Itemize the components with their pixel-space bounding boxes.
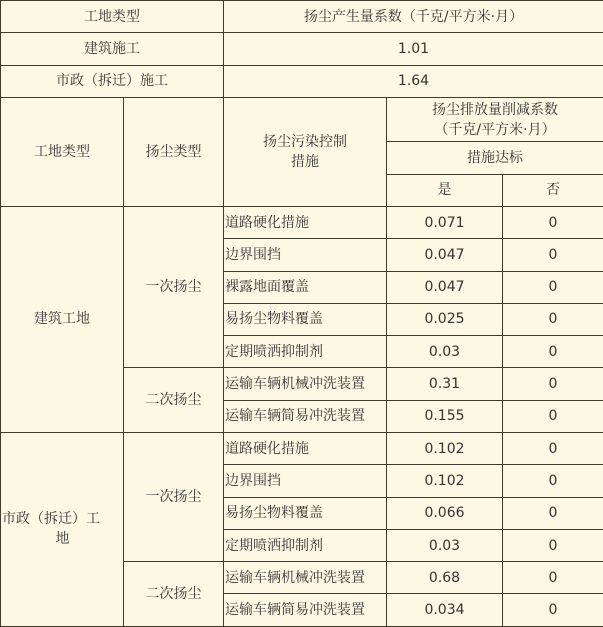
detail-header-site-type: 工地类型 [1, 97, 124, 206]
measure-cell: 边界围挡 [224, 465, 387, 497]
dust-type-cell: 二次扬尘 [124, 368, 224, 433]
site-type-cell [1, 206, 124, 432]
yes-value-cell: 0.03 [387, 529, 503, 561]
no-value-cell: 0 [503, 432, 603, 464]
site-type-line: 建筑工地 [34, 311, 90, 328]
measure-cell: 道路硬化措施 [224, 206, 387, 238]
measure-header-line: 扬尘污染控制 [263, 133, 347, 150]
yes-value-cell: 0.047 [387, 271, 503, 303]
site-type-line: 市政（拆迁）工 [2, 511, 100, 528]
detail-header-dust-type: 扬尘类型 [124, 97, 224, 206]
detail-header-yes: 是 [387, 174, 503, 206]
site-type-cell [1, 432, 124, 626]
measure-cell: 道路硬化措施 [224, 432, 387, 464]
dust-type-cell: 一次扬尘 [124, 206, 224, 367]
summary-site: 市政（拆迁）施工 [1, 65, 224, 97]
no-value-cell: 0 [503, 239, 603, 271]
measure-cell: 运输车辆机械冲洗装置 [224, 562, 387, 594]
no-value-cell: 0 [503, 594, 603, 627]
detail-header-row [1, 97, 603, 141]
measure-cell: 运输车辆简易冲洗装置 [224, 594, 387, 627]
yes-value-cell: 0.071 [387, 206, 503, 238]
summary-header-coefficient: 扬尘产生量系数（千克/平方米·月） [224, 1, 603, 33]
no-value-cell: 0 [503, 465, 603, 497]
yes-value-cell: 0.025 [387, 303, 503, 335]
table-row [1, 206, 603, 238]
measure-header-line: 措施 [291, 153, 319, 170]
measure-cell: 易扬尘物料覆盖 [224, 303, 387, 335]
detail-header-measure [224, 97, 387, 206]
no-value-cell: 0 [503, 206, 603, 238]
reduction-header-line: （千克/平方米·月） [434, 121, 556, 138]
measure-cell: 运输车辆简易冲洗装置 [224, 400, 387, 432]
yes-value-cell: 0.155 [387, 400, 503, 432]
site-type-line: 地 [55, 531, 70, 548]
summary-site: 建筑施工 [1, 33, 224, 65]
detail-header-reduction [387, 97, 603, 141]
no-value-cell: 0 [503, 368, 603, 400]
no-value-cell: 0 [503, 400, 603, 432]
no-value-cell: 0 [503, 497, 603, 529]
no-value-cell: 0 [503, 271, 603, 303]
dust-type-cell: 二次扬尘 [124, 562, 224, 627]
measure-cell: 边界围挡 [224, 239, 387, 271]
summary-row [1, 65, 603, 97]
detail-header-no: 否 [503, 174, 603, 206]
table-row [1, 432, 603, 464]
no-value-cell: 0 [503, 336, 603, 368]
detail-header-compliance: 措施达标 [387, 142, 603, 174]
no-value-cell: 0 [503, 562, 603, 594]
summary-value: 1.01 [224, 33, 603, 65]
summary-row [1, 33, 603, 65]
yes-value-cell: 0.31 [387, 368, 503, 400]
yes-value-cell: 0.066 [387, 497, 503, 529]
summary-header-site-type: 工地类型 [1, 1, 224, 33]
reduction-header-line: 扬尘排放量削减系数 [432, 101, 558, 118]
summary-header-row [1, 1, 603, 33]
no-value-cell: 0 [503, 529, 603, 561]
dust-type-cell: 一次扬尘 [124, 432, 224, 561]
measure-cell: 易扬尘物料覆盖 [224, 497, 387, 529]
yes-value-cell: 0.102 [387, 432, 503, 464]
measure-cell: 运输车辆机械冲洗装置 [224, 368, 387, 400]
measure-cell: 定期喷洒抑制剂 [224, 529, 387, 561]
no-value-cell: 0 [503, 303, 603, 335]
yes-value-cell: 0.102 [387, 465, 503, 497]
yes-value-cell: 0.68 [387, 562, 503, 594]
measure-cell: 裸露地面覆盖 [224, 271, 387, 303]
yes-value-cell: 0.034 [387, 594, 503, 627]
yes-value-cell: 0.03 [387, 336, 503, 368]
yes-value-cell: 0.047 [387, 239, 503, 271]
measure-cell: 定期喷洒抑制剂 [224, 336, 387, 368]
summary-value: 1.64 [224, 65, 603, 97]
